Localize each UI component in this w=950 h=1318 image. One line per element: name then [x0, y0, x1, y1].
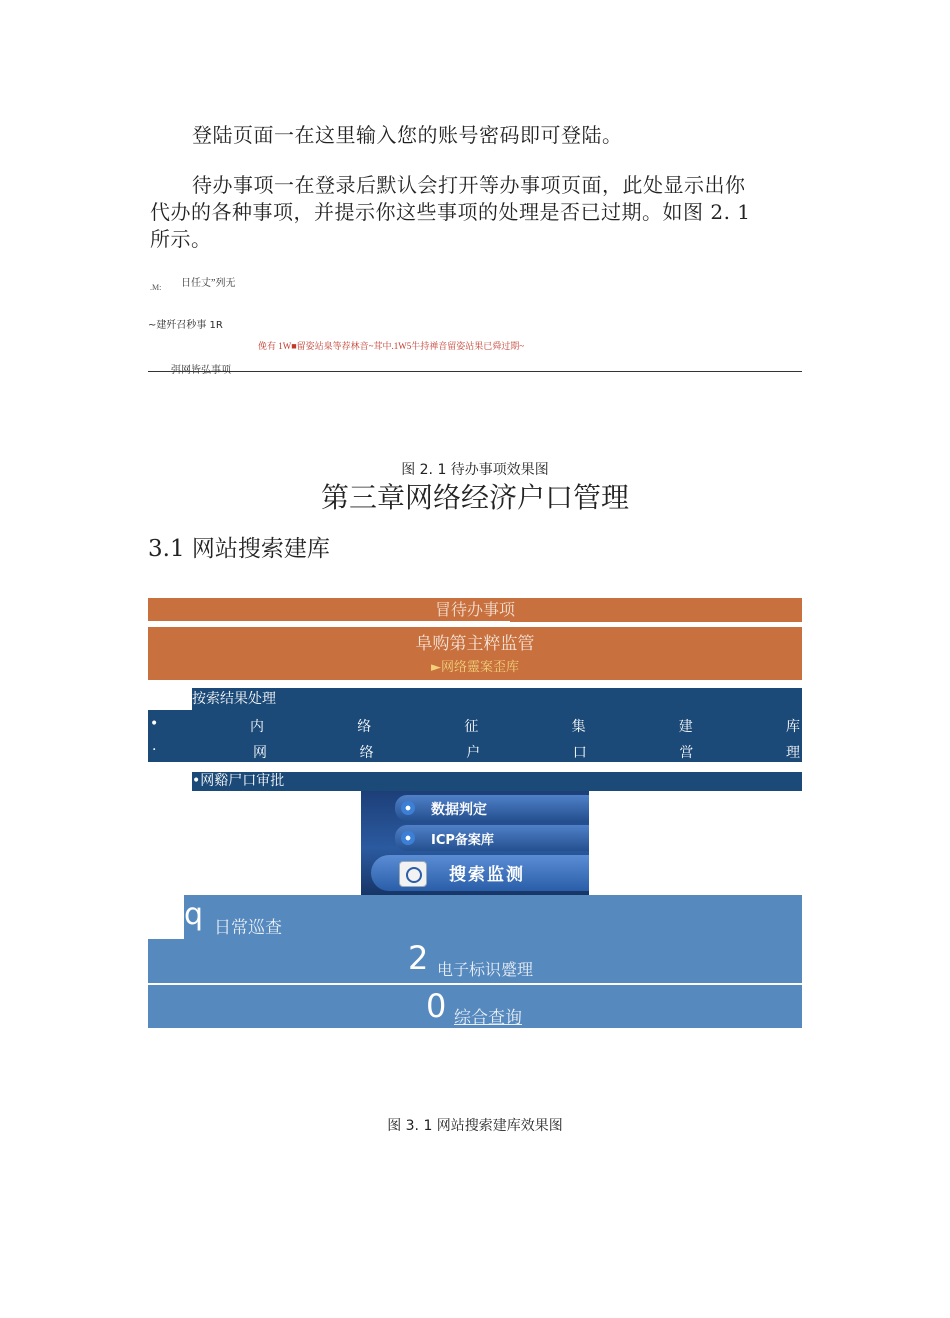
chapter-title: 第三章网络经济户口管理: [320, 481, 629, 514]
row-manage-char: 网: [253, 745, 267, 761]
patrol-icon: q: [184, 897, 204, 932]
row-manage-char: 営: [679, 745, 694, 761]
menu-todo[interactable]: [148, 598, 802, 622]
row-build-char: 内: [250, 719, 264, 735]
icp-library-button[interactable]: [395, 825, 589, 851]
menu-approval[interactable]: [192, 772, 802, 791]
bullet-1: •: [150, 716, 159, 732]
menu-patrol[interactable]: [184, 895, 802, 939]
fig21-footer-label[interactable]: [171, 361, 231, 376]
bullet-circle-icon: [401, 831, 415, 845]
bullet-circle-icon: [401, 801, 415, 815]
icp-library-label: ICP备案库: [431, 833, 494, 848]
row-build-char: 集: [571, 719, 586, 735]
menu-icp-label[interactable]: ►网络靈案歪库: [431, 660, 519, 675]
paragraph-todo-line3: 所示。: [150, 227, 212, 251]
row-build-char: 库: [785, 719, 800, 735]
row-manage-char: 络: [359, 745, 374, 761]
menu-supervision-label: 阜购第主粹监管: [415, 634, 535, 654]
paragraph-login: 登陆页面一在这里输入您的账号密码即可登陆。: [192, 123, 623, 147]
search-monitor-button[interactable]: [371, 855, 589, 891]
menu-query[interactable]: [148, 985, 802, 1028]
electronic-id-icon: 2: [408, 939, 429, 977]
search-monitor-icon: [399, 861, 427, 887]
menu-electronic-id[interactable]: [148, 939, 802, 983]
row-build-char: 络: [357, 719, 372, 735]
menu-row-build[interactable]: [250, 716, 800, 736]
fig31-caption: 图 3. 1 网站搜索建库效果图: [387, 1118, 563, 1134]
row-manage-char: 理: [785, 745, 800, 761]
menu-search-result[interactable]: [192, 688, 802, 710]
electronic-id-label: 电子标识蹙理: [437, 960, 534, 979]
row-manage-char: 户: [466, 745, 481, 761]
row-manage-char: 口: [572, 745, 587, 761]
menu-supervision-block[interactable]: [148, 627, 802, 680]
menu-search-result-label: 按索结果处理: [192, 691, 276, 707]
fig21-caption: 图 2. 1 待办事项效果图: [401, 462, 549, 478]
data-judge-label: 数据判定: [431, 802, 487, 818]
section-title: 3.1 网站搜索建库: [148, 536, 330, 562]
row-build-char: 征: [464, 719, 479, 735]
lens-icon: [406, 867, 422, 883]
menu-build-manage-block: [148, 710, 802, 762]
bullet-2: ·: [152, 742, 157, 758]
fig21-item-label[interactable]: ~建歼召秒事 1R: [148, 320, 223, 331]
query-label: 综合查询: [454, 1008, 522, 1028]
fig21-alert-text[interactable]: 俛有 1W■留姿站臬等荐林音~茸中.1W5牛持禅音留姿站果已舜过期~: [258, 341, 525, 351]
fig21-tab-label[interactable]: 日任丈”列无: [181, 278, 236, 289]
icon-panel: [361, 791, 589, 895]
fig21-divider: [148, 371, 802, 372]
paragraph-todo-line1: 待办事项一在登录后默认会打开等办事项页面，此处显示出你: [192, 173, 746, 197]
data-judge-button[interactable]: [395, 795, 589, 821]
fig21-small-mark: .M:: [150, 283, 162, 292]
row-build-char: 建: [678, 719, 693, 735]
query-icon: 0: [426, 987, 447, 1025]
menu-gap: [148, 621, 510, 625]
menu-approval-label: •网谿尸口审批: [192, 773, 285, 789]
menu-row-manage[interactable]: [253, 742, 800, 762]
paragraph-todo-line2: 代办的各种事项，并提示你这些事项的处理是否已过期。如图 2. 1: [150, 200, 751, 224]
patrol-label: 日常巡查: [214, 918, 282, 938]
menu-todo-label: 冒待办事项: [434, 600, 515, 619]
search-monitor-label: 搜索监测: [449, 865, 525, 885]
